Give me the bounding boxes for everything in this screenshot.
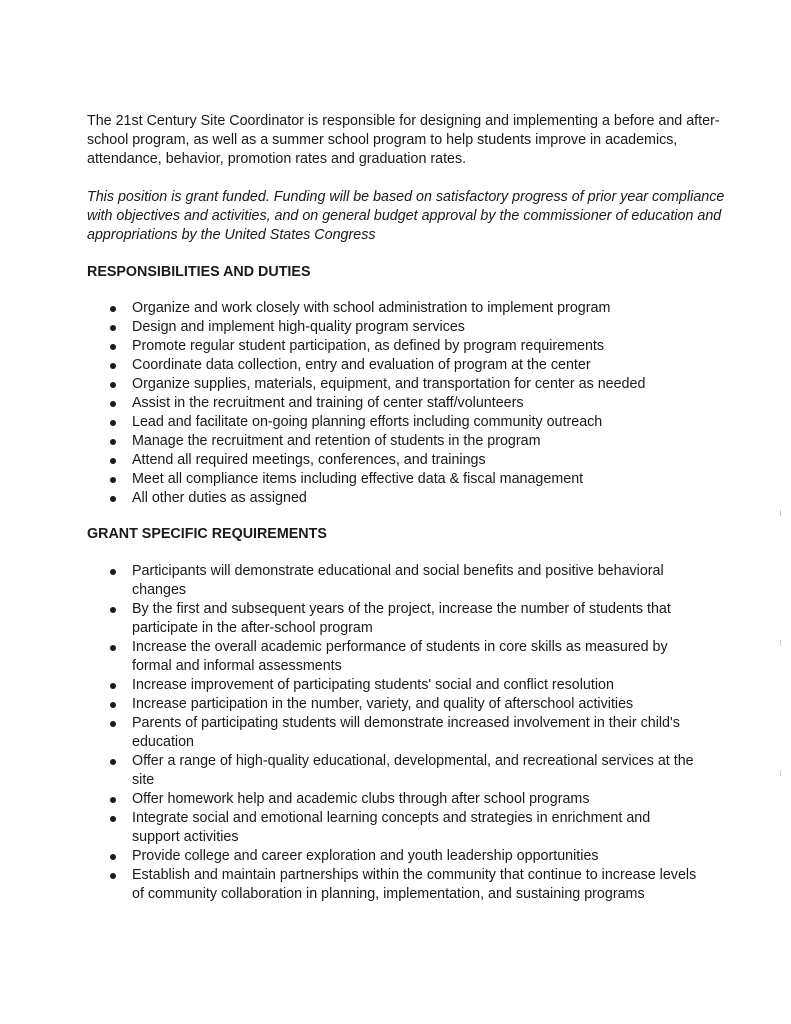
list-item-text: Design and implement high-quality program services	[132, 319, 465, 335]
list-item	[87, 809, 699, 847]
bullet-icon	[110, 363, 116, 369]
list-item-text: Increase participation in the number, variety, and quality of afterschool activities	[132, 696, 634, 712]
list-item	[87, 375, 699, 394]
list-item	[87, 714, 699, 752]
list-item-text: Organize supplies, materials, equipment, and transportation for center as needed	[132, 376, 646, 392]
list-item	[87, 695, 699, 714]
document-page	[87, 112, 727, 904]
list-item-text: Participants will demonstrate educational and social benefits and positive behavioral changes	[132, 563, 664, 598]
list-item-text: Organize and work closely with school administration to implement program	[132, 300, 611, 316]
bullet-icon	[110, 683, 116, 689]
bullet-icon	[110, 496, 116, 502]
list-item-text: Increase improvement of participating students' social and conflict resolution	[132, 677, 614, 693]
bullet-icon	[110, 458, 116, 464]
list-item-text: Offer homework help and academic clubs through after school programs	[132, 791, 590, 807]
list-item-text: Parents of participating students will demonstrate increased involvement in their child's education	[132, 715, 680, 750]
bullet-icon	[110, 344, 116, 350]
bullet-icon	[110, 645, 116, 651]
list-item	[87, 337, 699, 356]
intro-paragraph: The 21st Century Site Coordinator is responsible for designing and implementing a before and after- school program, as well as a summer school program to help students improve in academics, attendance, behavior, promotion rates and graduation rates.	[87, 113, 720, 167]
grant-requirements-heading: GRANT SPECIFIC REQUIREMENTS	[87, 526, 327, 542]
list-item-text: Lead and facilitate on-going planning efforts including community outreach	[132, 414, 603, 430]
responsibilities-list	[87, 299, 727, 508]
bullet-icon	[110, 873, 116, 879]
list-item	[87, 866, 699, 904]
bullet-icon	[110, 702, 116, 708]
list-item-text: Establish and maintain partnerships within the community that continue to increase levels of community collaboration in planning, implementation, and sustaining programs	[132, 867, 697, 902]
list-item-text: Manage the recruitment and retention of students in the program	[132, 433, 541, 449]
bullet-icon	[110, 759, 116, 765]
list-item	[87, 562, 699, 600]
list-item	[87, 676, 699, 695]
list-item-text: All other duties as assigned	[132, 490, 307, 506]
list-item	[87, 432, 699, 451]
grant-funding-note: This position is grant funded. Funding will be based on satisfactory progress of prior year compliance with objectives and activities, and on general budget approval by the commissioner of education and appropriations by the United States Congress	[87, 189, 725, 243]
bullet-icon	[110, 607, 116, 613]
list-item	[87, 847, 699, 866]
bullet-icon	[110, 797, 116, 803]
bullet-icon	[110, 439, 116, 445]
list-item	[87, 752, 699, 790]
scan-artifact	[780, 510, 781, 516]
list-item	[87, 470, 699, 489]
list-item	[87, 790, 699, 809]
list-item	[87, 451, 699, 470]
list-item-text: Assist in the recruitment and training of center staff/volunteers	[132, 395, 524, 411]
scan-artifact	[780, 770, 781, 776]
bullet-icon	[110, 816, 116, 822]
list-item	[87, 318, 699, 337]
list-item-text: Provide college and career exploration and youth leadership opportunities	[132, 848, 599, 864]
list-item	[87, 600, 699, 638]
list-item	[87, 394, 699, 413]
responsibilities-heading: RESPONSIBILITIES AND DUTIES	[87, 264, 311, 280]
bullet-icon	[110, 721, 116, 727]
bullet-icon	[110, 569, 116, 575]
list-item	[87, 489, 699, 508]
list-item	[87, 413, 699, 432]
list-item-text: Meet all compliance items including effective data & fiscal management	[132, 471, 584, 487]
bullet-icon	[110, 854, 116, 860]
scan-artifact	[780, 640, 781, 646]
bullet-icon	[110, 420, 116, 426]
bullet-icon	[110, 325, 116, 331]
bullet-icon	[110, 401, 116, 407]
list-item-text: Increase the overall academic performance of students in core skills as measured by formal and informal assessments	[132, 639, 668, 674]
bullet-icon	[110, 306, 116, 312]
list-item-text: Promote regular student participation, as defined by program requirements	[132, 338, 605, 354]
list-item	[87, 299, 699, 318]
bullet-icon	[110, 477, 116, 483]
list-item-text: By the first and subsequent years of the project, increase the number of students that participate in the after-school program	[132, 601, 671, 636]
bullet-icon	[110, 382, 116, 388]
list-item-text: Integrate social and emotional learning concepts and strategies in enrichment and support activities	[132, 810, 651, 845]
list-item	[87, 356, 699, 375]
list-item-text: Coordinate data collection, entry and evaluation of program at the center	[132, 357, 591, 373]
list-item	[87, 638, 699, 676]
list-item-text: Offer a range of high-quality educational, developmental, and recreational services at the site	[132, 753, 694, 788]
grant-requirements-list	[87, 562, 727, 904]
list-item-text: Attend all required meetings, conferences, and trainings	[132, 452, 486, 468]
